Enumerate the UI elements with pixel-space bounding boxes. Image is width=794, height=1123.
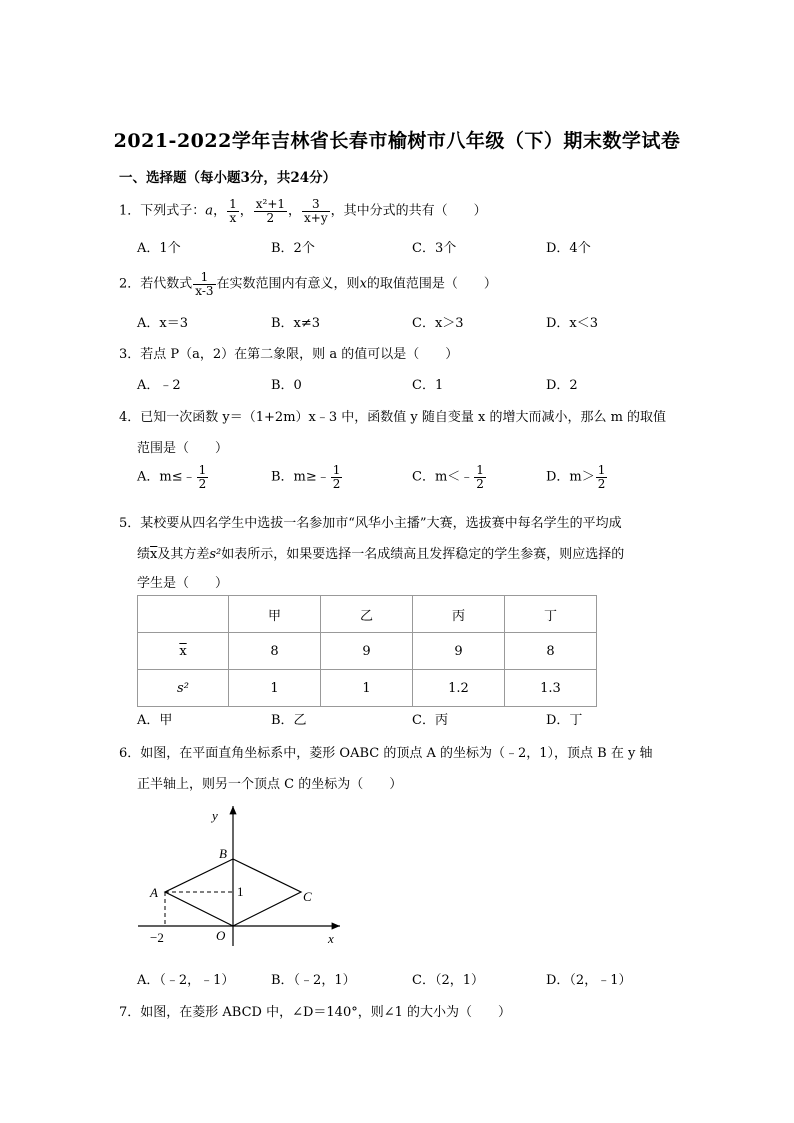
option-b[interactable]: B．0 <box>271 378 302 393</box>
question-text: 如图，在菱形 ABCD 中，∠D＝140°，则∠1 的大小为（ ） <box>140 1005 512 1020</box>
mean-symbol: $\overline{x}$ <box>150 547 158 562</box>
option-b[interactable]: B．乙 <box>271 713 307 728</box>
option-a[interactable]: A．﹣2 <box>137 378 181 393</box>
question-5-line2: 绩$\overline{x}$及其方差s²如表所示，如果要选择一名成绩高且发挥稳定的学生参赛，则应选择的 <box>137 547 625 562</box>
fraction: $\frac{1}{2}$ <box>476 463 484 491</box>
question-text: 若代数式 <box>140 276 193 292</box>
tick-label-1: 1 <box>237 884 244 899</box>
coordinate-figure <box>130 800 350 950</box>
table-cell: 1 <box>229 670 321 707</box>
variable: x <box>359 276 367 292</box>
tick-label-neg2: −2 <box>150 930 164 945</box>
fraction: $\frac{1}{x-3}$ <box>195 270 214 298</box>
options-6 <box>137 969 677 991</box>
question-3 <box>119 343 458 362</box>
options-3 <box>137 374 677 396</box>
point-a-label: A <box>150 885 158 900</box>
option-b[interactable]: B．2个 <box>271 241 315 256</box>
table-header: 丙 <box>413 596 505 633</box>
variable: a <box>205 203 214 219</box>
fraction: $\frac{1}{x}$ <box>229 197 237 225</box>
option-c[interactable]: C．（2，1） <box>412 973 484 988</box>
question-number: 1． <box>119 203 141 219</box>
option-c[interactable]: C．1 <box>412 378 444 393</box>
table-row-label: s² <box>138 670 229 707</box>
table-header: 甲 <box>229 596 321 633</box>
fraction: $\frac{\text{x²+1}}{2}$ <box>255 197 286 225</box>
option-a[interactable]: A．甲 <box>137 713 173 728</box>
table-row-label: $\overline{x}$ <box>138 633 229 670</box>
question-number: 2． <box>119 276 141 292</box>
option-d[interactable]: D．2 <box>546 378 578 393</box>
question-5 <box>119 512 622 531</box>
question-text: 若点 P（a，2）在第二象限，则 a 的值可以是（ ） <box>140 347 459 362</box>
fraction: $\frac{1}{2}$ <box>198 463 207 491</box>
section-heading: 一、选择题（每小题3分，共24分） <box>119 170 337 186</box>
table-header-row <box>138 596 597 633</box>
fraction: $\frac{1}{2}$ <box>597 463 606 491</box>
question-1: 1．下列式子：a， $\frac{1}{x}$ ， $\frac{\text{x²+1}}{2}$ ， $\frac{3}{x+y}$ ，其中分式的共有（ ） <box>119 197 487 225</box>
question-text: 某校要从四名学生中选拔一名参加市“风华小主播”大赛，选拔赛中每名学生的平均成 <box>140 516 622 531</box>
table-cell: 8 <box>505 633 597 670</box>
question-4-line2: 范围是（ ） <box>137 441 229 456</box>
question-5-line3: 学生是（ ） <box>137 576 229 591</box>
question-6 <box>119 742 652 761</box>
option-c[interactable]: C．x＞3 <box>412 316 464 331</box>
question-2 <box>119 271 497 297</box>
question-number: 4． <box>119 410 141 425</box>
question-number: 7． <box>119 1005 141 1020</box>
table-cell: 8 <box>229 633 321 670</box>
fraction: $\frac{3}{x+y}$ <box>304 197 328 225</box>
table-header: 乙 <box>321 596 413 633</box>
option-a[interactable]: A．1个 <box>137 241 181 256</box>
y-axis-label: y <box>212 808 218 823</box>
data-table <box>137 595 597 707</box>
question-4 <box>119 406 666 425</box>
page-title: 2021-2022学年吉林省长春市榆树市八年级（下）期末数学试卷 <box>113 130 681 152</box>
x-axis-label: x <box>328 931 334 946</box>
option-a[interactable]: A．（﹣2，﹣1） <box>137 973 235 988</box>
table-row <box>138 670 597 707</box>
question-text: ，其中分式的共有（ ） <box>330 203 487 219</box>
option-d[interactable]: D．m＞ $\frac{1}{2}$ <box>546 463 606 491</box>
options-4 <box>137 463 677 491</box>
table-cell: 1.3 <box>505 670 597 707</box>
option-c[interactable]: C．3个 <box>412 241 457 256</box>
question-text: 已知一次函数 y＝（1+2m）x﹣3 中，函数值 y 随自变量 x 的增大而减小，那么 m 的取值 <box>140 410 667 425</box>
question-text: 下列式子： <box>140 203 206 219</box>
option-d[interactable]: D．（2，﹣1） <box>546 973 632 988</box>
point-b-label: B <box>219 846 227 861</box>
question-number: 3． <box>119 347 141 362</box>
option-b[interactable]: B．x≠3 <box>271 316 321 331</box>
question-6-line2: 正半轴上，则另一个顶点 C 的坐标为（ ） <box>137 777 403 792</box>
table-cell: 9 <box>321 633 413 670</box>
option-c[interactable]: C．丙 <box>412 713 448 728</box>
table-cell: 1.2 <box>413 670 505 707</box>
fraction: $\frac{1}{2}$ <box>332 463 341 491</box>
option-b[interactable]: B．m≥﹣ $\frac{1}{2}$ <box>271 463 341 491</box>
table-cell: 9 <box>413 633 505 670</box>
question-text: 的取值范围是（ ） <box>366 276 497 292</box>
table-cell: 1 <box>321 670 413 707</box>
table-header: 丁 <box>505 596 597 633</box>
options-1 <box>137 237 677 259</box>
option-d[interactable]: D．x＜3 <box>546 316 599 331</box>
question-text: 在实数范围内有意义，则 <box>216 276 360 292</box>
option-d[interactable]: D．4个 <box>546 241 591 256</box>
option-a[interactable]: A．m≤﹣ $\frac{1}{2}$ <box>137 463 207 491</box>
question-7 <box>119 1001 511 1020</box>
question-number: 6． <box>119 746 141 761</box>
option-c[interactable]: C．m＜﹣ $\frac{1}{2}$ <box>412 463 484 491</box>
table-cell <box>138 596 229 633</box>
options-5 <box>137 709 677 731</box>
option-a[interactable]: A．x＝3 <box>137 316 188 331</box>
question-number: 5． <box>119 516 141 531</box>
options-2 <box>137 312 677 334</box>
option-d[interactable]: D．丁 <box>546 713 583 728</box>
origin-label: O <box>216 928 226 943</box>
option-b[interactable]: B．（﹣2，1） <box>271 973 356 988</box>
table-row <box>138 633 597 670</box>
variance-symbol: s² <box>209 547 222 562</box>
question-text: 如图，在平面直角坐标系中，菱形 OABC 的顶点 A 的坐标为（﹣2，1），顶点 B 在 y 轴 <box>140 746 653 761</box>
point-c-label: C <box>303 889 312 904</box>
